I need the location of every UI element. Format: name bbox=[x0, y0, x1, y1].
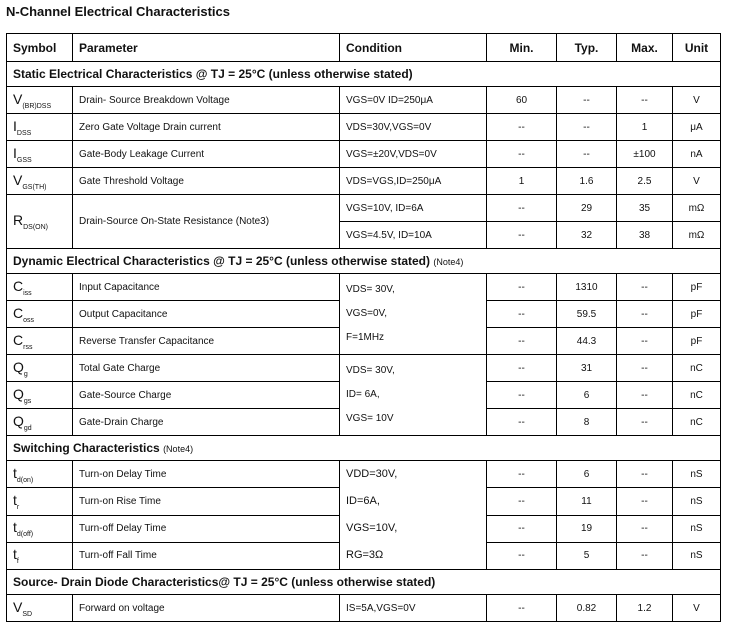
min-cell: -- bbox=[487, 515, 557, 542]
unit-cell: V bbox=[673, 87, 721, 114]
unit-cell: nA bbox=[673, 141, 721, 168]
unit-cell: nC bbox=[673, 355, 721, 382]
header-typ: Typ. bbox=[557, 34, 617, 62]
typ-cell: 32 bbox=[557, 222, 617, 249]
parameter-cell: Forward on voltage bbox=[73, 595, 340, 622]
typ-cell: 44.3 bbox=[557, 328, 617, 355]
header-unit: Unit bbox=[673, 34, 721, 62]
table-row bbox=[7, 274, 721, 301]
condition-cell: VDS=VGS,ID=250μA bbox=[340, 168, 487, 195]
header-min: Min. bbox=[487, 34, 557, 62]
symbol-cell: $C_{iss}$ bbox=[7, 274, 73, 301]
symbol-cell: $Q_g$ bbox=[7, 355, 73, 382]
typ-cell: -- bbox=[557, 87, 617, 114]
characteristics-table bbox=[6, 33, 721, 622]
typ-cell: 1310 bbox=[557, 274, 617, 301]
parameter-cell: Turn-off Delay Time bbox=[73, 515, 340, 542]
max-cell: ±100 bbox=[617, 141, 673, 168]
header-symbol: Symbol bbox=[7, 34, 73, 62]
min-cell: 1 bbox=[487, 168, 557, 195]
symbol-cell: $t_f$ bbox=[7, 542, 73, 569]
unit-cell: pF bbox=[673, 328, 721, 355]
page-title: N-Channel Electrical Characteristics bbox=[6, 4, 230, 19]
min-cell: -- bbox=[487, 195, 557, 222]
parameter-cell: Turn-on Delay Time bbox=[73, 461, 340, 488]
parameter-cell: Output Capacitance bbox=[73, 301, 340, 328]
max-cell: -- bbox=[617, 488, 673, 515]
max-cell: -- bbox=[617, 87, 673, 114]
parameter-cell: Gate-Body Leakage Current bbox=[73, 141, 340, 168]
unit-cell: μA bbox=[673, 114, 721, 141]
section-diode bbox=[7, 570, 721, 595]
unit-cell: nC bbox=[673, 382, 721, 409]
typ-cell: 0.82 bbox=[557, 595, 617, 622]
min-cell: -- bbox=[487, 488, 557, 515]
typ-cell: -- bbox=[557, 114, 617, 141]
unit-cell: nS bbox=[673, 461, 721, 488]
symbol-cell: $C_{rss}$ bbox=[7, 328, 73, 355]
header-parameter: Parameter bbox=[73, 34, 340, 62]
header-max: Max. bbox=[617, 34, 673, 62]
unit-cell: nS bbox=[673, 488, 721, 515]
parameter-cell: Input Capacitance bbox=[73, 274, 340, 301]
max-cell: -- bbox=[617, 355, 673, 382]
section-static bbox=[7, 62, 721, 87]
symbol-cell: $t_{d(on)}$ bbox=[7, 461, 73, 488]
max-cell: 38 bbox=[617, 222, 673, 249]
max-cell: 35 bbox=[617, 195, 673, 222]
section-dynamic bbox=[7, 249, 721, 274]
symbol-cell: $V_{(BR)DSS}$ bbox=[7, 87, 73, 114]
table-row bbox=[7, 114, 721, 141]
min-cell: -- bbox=[487, 328, 557, 355]
condition-cell: VGS=4.5V, ID=10A bbox=[340, 222, 487, 249]
max-cell: -- bbox=[617, 382, 673, 409]
parameter-cell: Gate-Source Charge bbox=[73, 382, 340, 409]
unit-cell: V bbox=[673, 168, 721, 195]
unit-cell: pF bbox=[673, 301, 721, 328]
header-row bbox=[7, 34, 721, 62]
unit-cell: nS bbox=[673, 515, 721, 542]
symbol-cell: $t_r$ bbox=[7, 488, 73, 515]
min-cell: -- bbox=[487, 355, 557, 382]
table-row bbox=[7, 461, 721, 488]
section-static-title: Static Electrical Characteristics @ TJ = 25°C (unless otherwise stated) bbox=[13, 67, 413, 81]
min-cell: -- bbox=[487, 542, 557, 569]
unit-cell: pF bbox=[673, 274, 721, 301]
parameter-cell: Reverse Transfer Capacitance bbox=[73, 328, 340, 355]
min-cell: -- bbox=[487, 409, 557, 436]
parameter-cell: Gate-Drain Charge bbox=[73, 409, 340, 436]
condition-cell: VGS=10V, ID=6A bbox=[340, 195, 487, 222]
parameter-cell: Gate Threshold Voltage bbox=[73, 168, 340, 195]
typ-cell: 19 bbox=[557, 515, 617, 542]
section-switching-title: Switching Characteristics bbox=[13, 441, 160, 455]
max-cell: -- bbox=[617, 328, 673, 355]
unit-cell: mΩ bbox=[673, 195, 721, 222]
parameter-cell: Drain-Source On-State Resistance (Note3) bbox=[73, 195, 340, 249]
symbol-cell: $V_{SD}$ bbox=[7, 595, 73, 622]
table-row bbox=[7, 141, 721, 168]
max-cell: 1.2 bbox=[617, 595, 673, 622]
symbol-cell: $I_{DSS}$ bbox=[7, 114, 73, 141]
symbol-cell: $t_{d(off)}$ bbox=[7, 515, 73, 542]
table-row bbox=[7, 595, 721, 622]
symbol-cell: $Q_{gs}$ bbox=[7, 382, 73, 409]
header-condition: Condition bbox=[340, 34, 487, 62]
section-switching bbox=[7, 436, 721, 461]
min-cell: -- bbox=[487, 222, 557, 249]
symbol-cell: $C_{oss}$ bbox=[7, 301, 73, 328]
section-diode-title: Source- Drain Diode Characteristics@ TJ = 25°C (unless otherwise stated) bbox=[13, 575, 436, 589]
max-cell: 2.5 bbox=[617, 168, 673, 195]
unit-cell: nC bbox=[673, 409, 721, 436]
typ-cell: 8 bbox=[557, 409, 617, 436]
parameter-cell: Zero Gate Voltage Drain current bbox=[73, 114, 340, 141]
max-cell: -- bbox=[617, 301, 673, 328]
unit-cell: V bbox=[673, 595, 721, 622]
typ-cell: 5 bbox=[557, 542, 617, 569]
typ-cell: 31 bbox=[557, 355, 617, 382]
condition-cell: VDS=30V,VGS=0V bbox=[340, 114, 487, 141]
condition-cell: IS=5A,VGS=0V bbox=[340, 595, 487, 622]
max-cell: -- bbox=[617, 515, 673, 542]
max-cell: 1 bbox=[617, 114, 673, 141]
typ-cell: 6 bbox=[557, 461, 617, 488]
symbol-cell: $R_{DS(ON)}$ bbox=[7, 195, 73, 249]
typ-cell: 29 bbox=[557, 195, 617, 222]
min-cell: -- bbox=[487, 461, 557, 488]
typ-cell: 6 bbox=[557, 382, 617, 409]
parameter-cell: Drain- Source Breakdown Voltage bbox=[73, 87, 340, 114]
parameter-cell: Turn-off Fall Time bbox=[73, 542, 340, 569]
min-cell: -- bbox=[487, 301, 557, 328]
min-cell: -- bbox=[487, 595, 557, 622]
table-row bbox=[7, 355, 721, 382]
condition-cell: VDS= 30V, VGS=0V, F=1MHz bbox=[340, 274, 487, 355]
typ-cell: 59.5 bbox=[557, 301, 617, 328]
table-row bbox=[7, 195, 721, 222]
min-cell: -- bbox=[487, 274, 557, 301]
unit-cell: nS bbox=[673, 542, 721, 569]
condition-cell: VGS=0V ID=250μA bbox=[340, 87, 487, 114]
symbol-cell: $V_{GS(TH)}$ bbox=[7, 168, 73, 195]
parameter-cell: Total Gate Charge bbox=[73, 355, 340, 382]
section-dynamic-note: (Note4) bbox=[433, 257, 464, 267]
max-cell: -- bbox=[617, 542, 673, 569]
typ-cell: 1.6 bbox=[557, 168, 617, 195]
max-cell: -- bbox=[617, 461, 673, 488]
table-row bbox=[7, 87, 721, 114]
min-cell: -- bbox=[487, 382, 557, 409]
min-cell: 60 bbox=[487, 87, 557, 114]
condition-cell: VGS=±20V,VDS=0V bbox=[340, 141, 487, 168]
condition-cell: VDD=30V, ID=6A, VGS=10V, RG=3Ω bbox=[340, 461, 487, 570]
section-switching-note: (Note4) bbox=[163, 444, 194, 454]
typ-cell: 11 bbox=[557, 488, 617, 515]
symbol-cell: $I_{GSS}$ bbox=[7, 141, 73, 168]
min-cell: -- bbox=[487, 141, 557, 168]
section-dynamic-title: Dynamic Electrical Characteristics @ TJ = 25°C (unless otherwise stated) bbox=[13, 254, 430, 268]
condition-cell: VDS= 30V, ID= 6A, VGS= 10V bbox=[340, 355, 487, 436]
table-row bbox=[7, 168, 721, 195]
typ-cell: -- bbox=[557, 141, 617, 168]
unit-cell: mΩ bbox=[673, 222, 721, 249]
min-cell: -- bbox=[487, 114, 557, 141]
max-cell: -- bbox=[617, 274, 673, 301]
max-cell: -- bbox=[617, 409, 673, 436]
symbol-cell: $Q_{gd}$ bbox=[7, 409, 73, 436]
parameter-cell: Turn-on Rise Time bbox=[73, 488, 340, 515]
